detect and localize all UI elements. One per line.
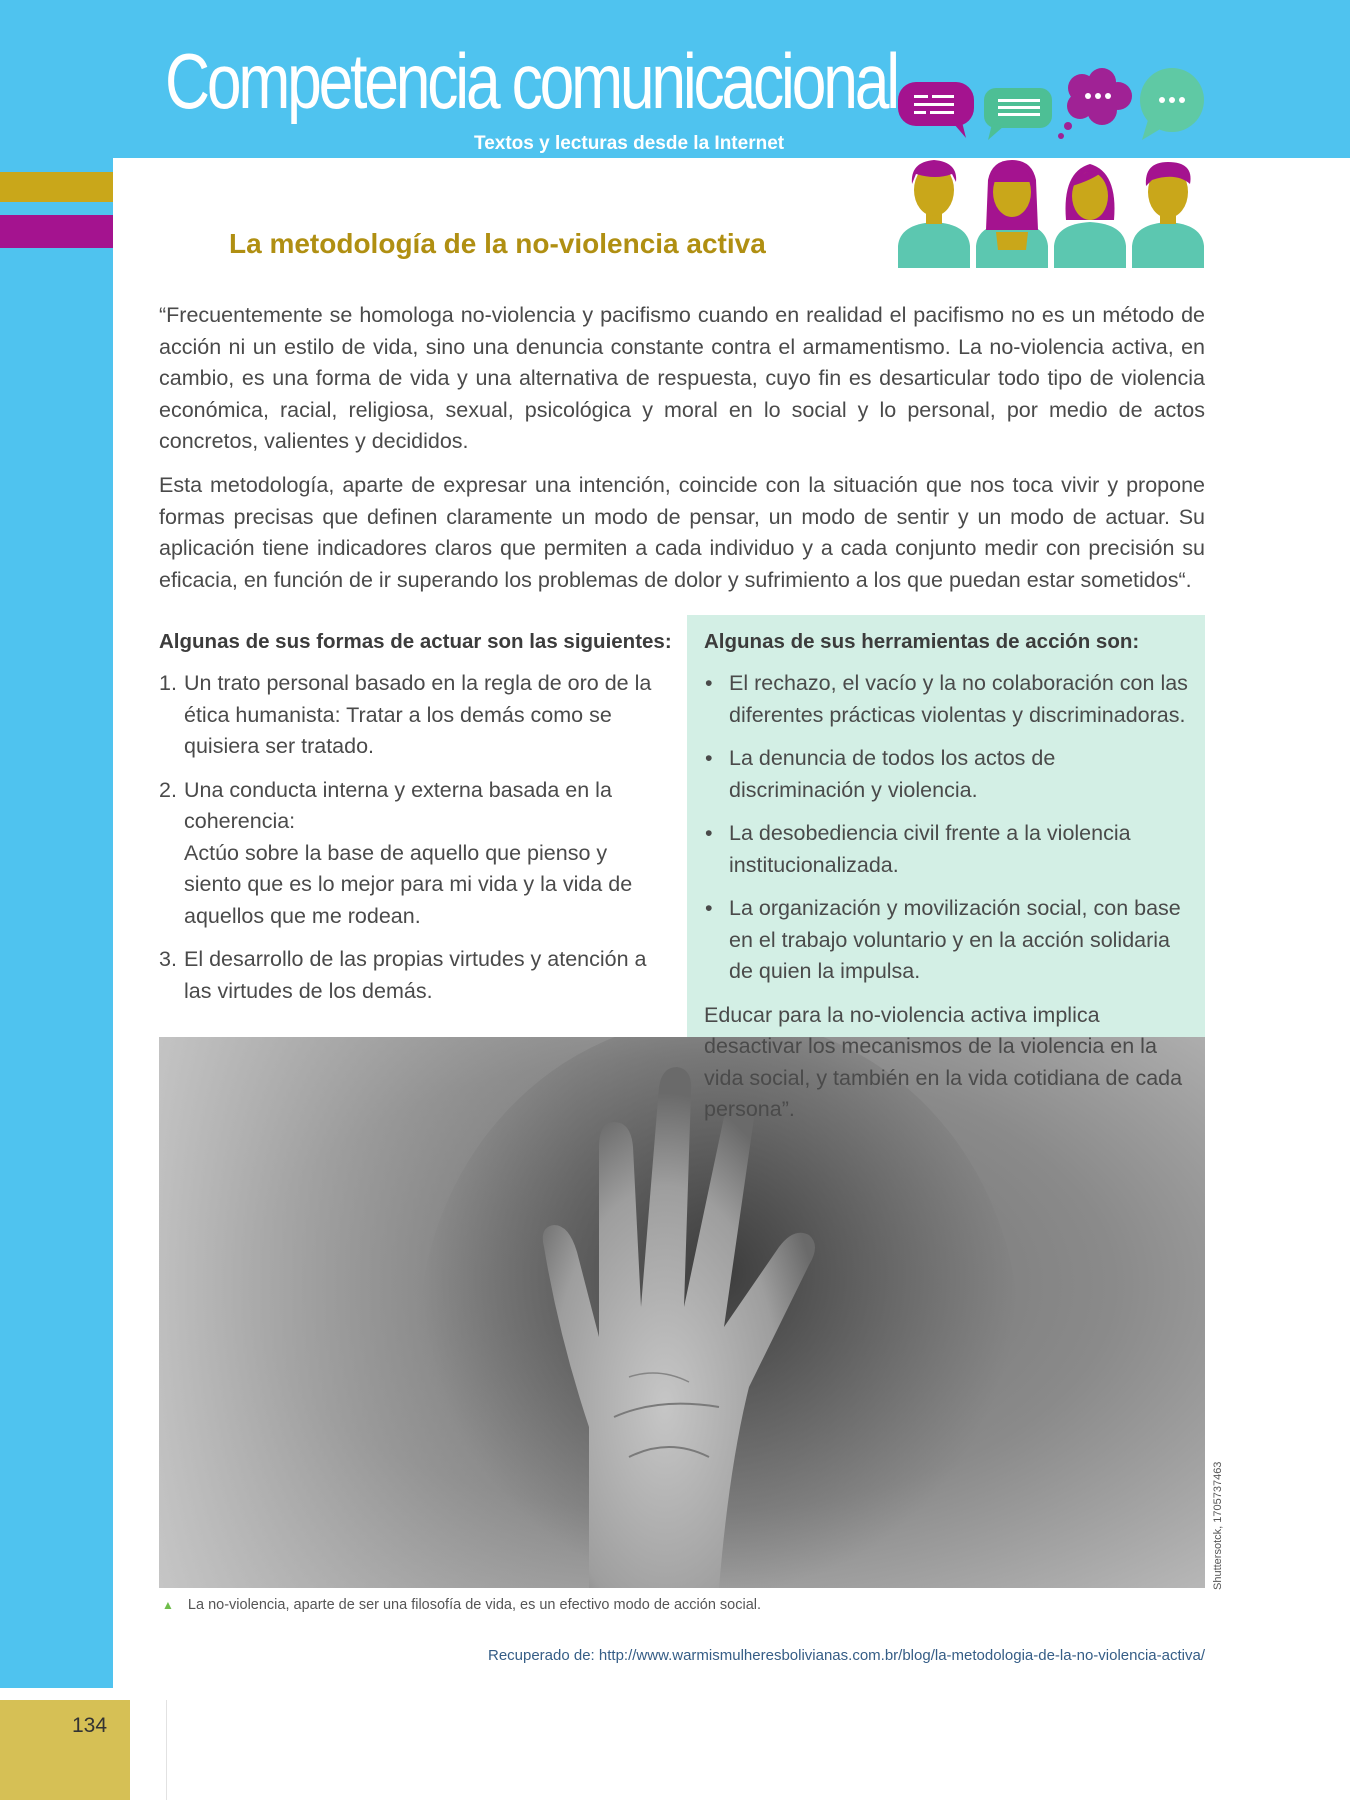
- bullet-text: El rechazo, el vacío y la no colaboración con las diferentes prácticas violentas y discriminadoras.: [729, 671, 1188, 727]
- closing-paragraph: Educar para la no-violencia activa implica desactivar los mecanismos de la violencia en la vida social, y también en la vida cotidiana de cada persona”.: [704, 1002, 1183, 1121]
- bullet-dot: •: [705, 746, 713, 770]
- person-icon: [898, 160, 970, 268]
- actions-column: [159, 630, 672, 1019]
- person-icon: [1132, 162, 1204, 268]
- photo-credit: Shuttersotck, 1705737463: [1212, 1461, 1224, 1590]
- people-illustration: [896, 160, 1208, 268]
- list-item-text: Una conducta interna y externa basada en la coherencia:: [184, 777, 612, 833]
- list-number: 3.: [159, 947, 177, 971]
- list-number: 2.: [159, 777, 177, 802]
- person-icon: [976, 160, 1048, 268]
- side-band: [0, 158, 113, 1688]
- person-icon: [1054, 164, 1126, 268]
- bullet-item: [704, 818, 1190, 881]
- page-number: 134: [72, 1714, 108, 1737]
- tools-column: [704, 630, 1190, 1126]
- tools-heading: Algunas de sus herramientas de acción son:: [704, 630, 1140, 653]
- bullet-dot: •: [705, 671, 713, 695]
- list-item: [159, 775, 661, 933]
- speech-bubbles-group: [896, 66, 1208, 148]
- list-number: 1.: [159, 671, 177, 695]
- list-item-text: Un trato personal basado en la regla de oro de la ética humanista: Tratar a los demás como se quisiera ser tratado.: [184, 671, 652, 758]
- bullet-item: [704, 668, 1190, 731]
- bullet-item: [704, 743, 1190, 806]
- list-item: [159, 668, 661, 763]
- intro-paragraph-1: “Frecuentemente se homologa no-violencia y pacifismo cuando en realidad el pacifismo no es un método de acción ni un estilo de vida, sino una denuncia constante contra el armamentismo. La no-violencia activa, en cambio, es una forma de vida y una alternativa de respuesta, cuyo fin es desarticular todo tipo de violencia económica, racial, religiosa, sexual, psicológica y moral en lo social y lo personal, por medio de actos concretos, valientes y decididos.: [159, 303, 1205, 453]
- list-item: [159, 944, 661, 1007]
- list-item-text-continued: Actúo sobre la base de aquello que pienso y siento que es lo mejor para mi vida y la vida de aquellos que me rodean.: [184, 840, 633, 928]
- page-header-title: Competencia comunicacional: [165, 37, 897, 125]
- bullet-text: La desobediencia civil frente a la violencia institucionalizada.: [729, 821, 1131, 877]
- magenta-stripe: [0, 215, 113, 248]
- bullet-item: [704, 893, 1190, 988]
- section-title: La metodología de la no-violencia activa: [229, 228, 766, 259]
- caption-triangle-icon: ▲: [162, 1598, 174, 1612]
- page-number-box: [0, 1700, 130, 1800]
- chat-bubble-green-icon: [984, 88, 1052, 140]
- chat-bubble-teal-icon: [1140, 68, 1204, 140]
- bullet-dot: •: [705, 896, 713, 920]
- gold-stripe: [0, 172, 113, 202]
- bullet-text: La organización y movilización social, con base en el trabajo voluntario y en la acción solidaria de quien la impulsa.: [729, 896, 1181, 983]
- caption-text: La no-violencia, aparte de ser una filosofía de vida, es un efectivo modo de acción social.: [187, 1597, 762, 1613]
- thought-bubble-purple-icon: [1058, 68, 1132, 139]
- bullet-dot: •: [705, 821, 713, 845]
- actions-heading: Algunas de sus formas de actuar son las siguientes:: [159, 630, 672, 653]
- bullet-text: La denuncia de todos los actos de discriminación y violencia.: [729, 746, 1056, 802]
- intro-paragraph-2: Esta metodología, aparte de expresar una intención, coincide con la situación que nos toca vivir y propone formas precisas que definen claramente un modo de pensar, un modo de sentir y un modo de actuar. Su aplicación tiene indicadores claros que permiten a cada individuo y a cada conjunto medir con precisión su eficacia, en función de ir superando los problemas de dolor y sufrimiento a los que puedan estar sometidos“.: [159, 473, 1205, 592]
- chat-bubble-magenta-icon: [898, 82, 974, 138]
- footer-divider: [166, 1700, 167, 1800]
- page-header-subtitle: Textos y lecturas desde la Internet: [474, 133, 785, 154]
- source-link[interactable]: Recuperado de: http://www.warmismulheresbolivianas.com.br/blog/la-metodologia-de-la-no-violencia-activa/: [487, 1647, 1205, 1664]
- list-item-text: El desarrollo de las propias virtudes y atención a las virtudes de los demás.: [184, 947, 647, 1003]
- photo-caption: [162, 1597, 761, 1613]
